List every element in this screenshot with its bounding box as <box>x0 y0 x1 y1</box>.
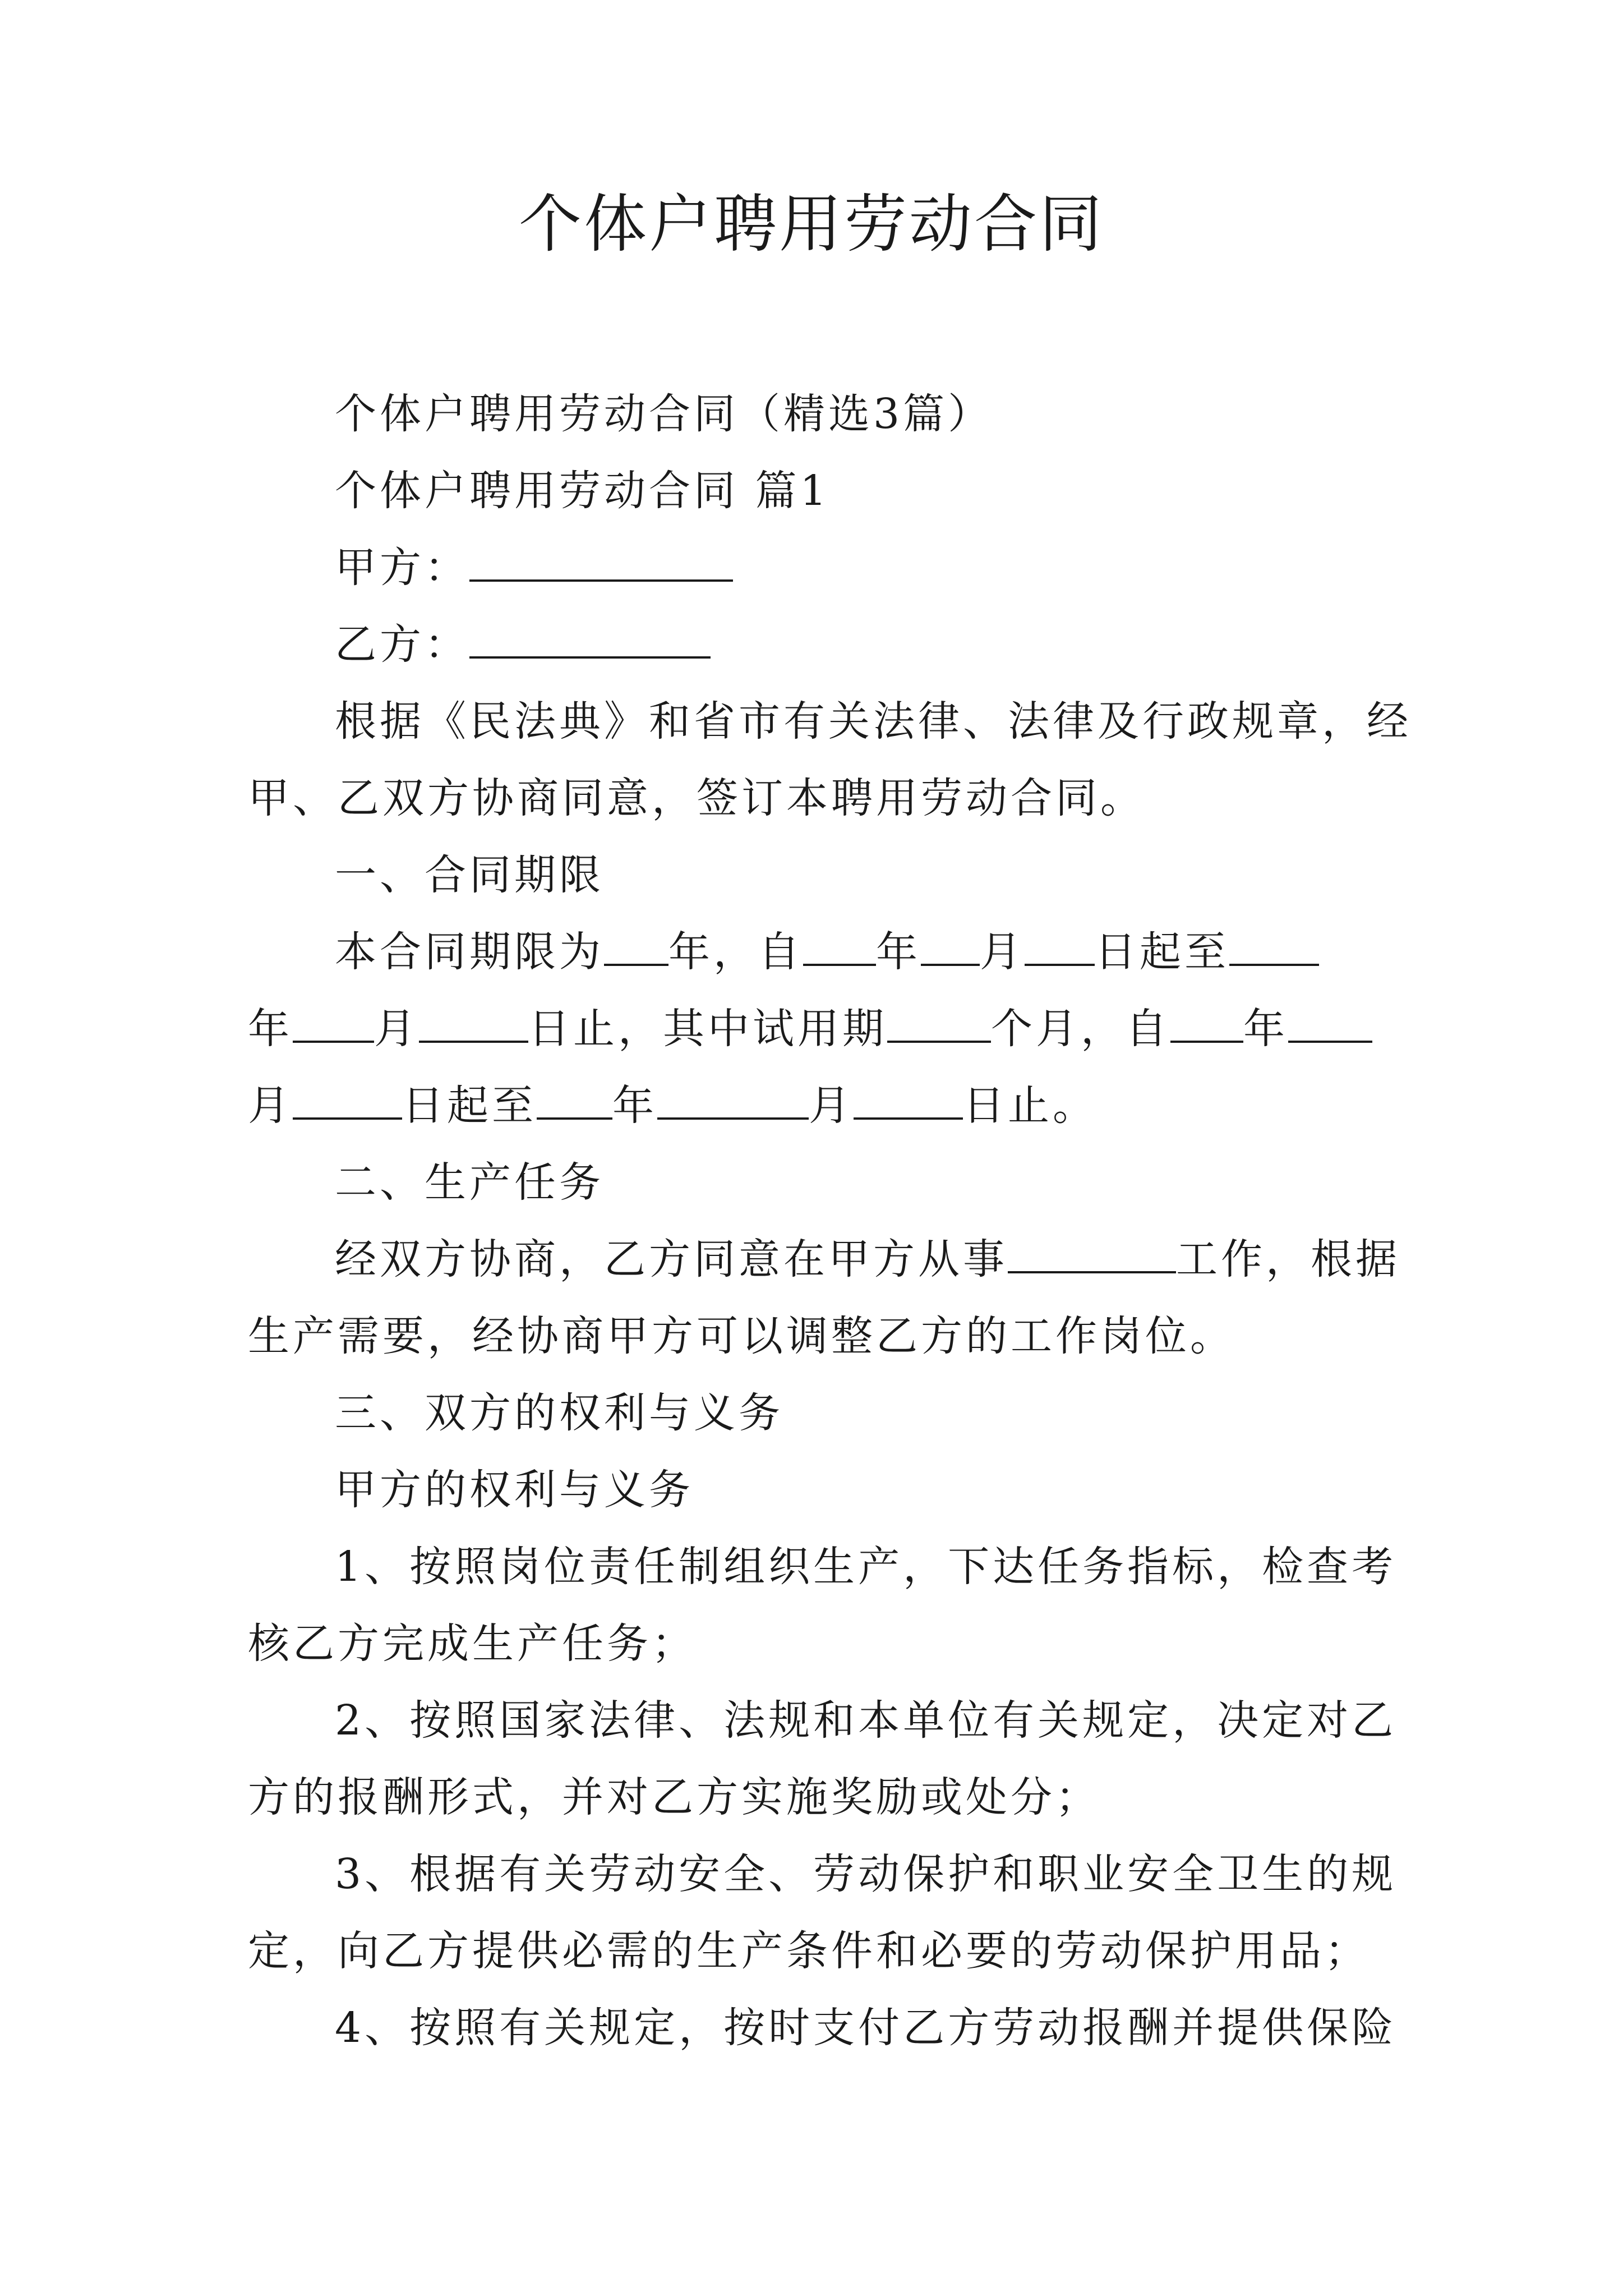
task-line-1 <box>248 1221 1400 1298</box>
term-line-1 <box>248 914 1381 991</box>
term-text: 日起至 <box>402 1082 537 1130</box>
term-text: 日止，其中试用期 <box>528 1005 887 1053</box>
term-blank[interactable] <box>293 1080 402 1120</box>
party-b-blank[interactable] <box>469 619 711 659</box>
term-line-2 <box>248 991 1381 1068</box>
document-body <box>248 376 1412 2067</box>
document-title: 个体户聘用劳动合同 <box>519 188 1104 261</box>
party-b-line <box>248 606 1381 683</box>
item-2-line-2: 方的报酬形式，并对乙方实施奖励或处分； <box>248 1773 1100 1821</box>
item-1-line-1: 1、按照岗位责任制组织生产，下达任务指标，检查考 <box>335 1543 1397 1591</box>
term-blank[interactable] <box>887 1003 991 1043</box>
term-text: 日止。 <box>963 1082 1098 1130</box>
party-a-blank[interactable] <box>469 542 733 582</box>
term-text: 月 <box>374 1005 419 1053</box>
term-blank[interactable] <box>1170 1003 1243 1043</box>
term-text: 年 <box>1243 1005 1288 1053</box>
task-blank[interactable] <box>1008 1234 1176 1273</box>
term-blank[interactable] <box>293 1003 374 1043</box>
item-3-line-1: 3、根据有关劳动安全、劳动保护和职业安全卫生的规 <box>335 1850 1397 1898</box>
task-text: 工作，根据 <box>1176 1235 1400 1283</box>
intro-line-2: 甲、乙双方协商同意，签订本聘用劳动合同。 <box>248 774 1145 822</box>
item-1-line-2: 核乙方完成生产任务； <box>248 1619 697 1668</box>
term-text: 月 <box>248 1082 293 1130</box>
heading-rights-obligations: 三、双方的权利与义务 <box>335 1389 783 1437</box>
term-blank[interactable] <box>604 926 668 966</box>
term-blank[interactable] <box>657 1080 809 1120</box>
item-4-line-1: 4、按照有关规定，按时支付乙方劳动报酬并提供保险 <box>335 2004 1397 2052</box>
subtitle: 个体户聘用劳动合同（精选3篇） <box>335 390 993 438</box>
term-text: 日起至 <box>1095 928 1229 976</box>
term-blank[interactable] <box>419 1003 528 1043</box>
term-blank[interactable] <box>1229 926 1319 966</box>
task-line-2: 生产需要，经协商甲方可以调整乙方的工作岗位。 <box>248 1312 1235 1360</box>
item-2-line-1: 2、按照国家法律、法规和本单位有关规定，决定对乙 <box>335 1696 1397 1745</box>
heading-contract-term: 一、合同期限 <box>335 851 604 899</box>
term-line-3 <box>248 1068 1381 1144</box>
term-text: 本合同期限为 <box>335 928 604 976</box>
item-3-line-2: 定，向乙方提供必需的生产条件和必要的劳动保护用品； <box>248 1927 1370 1975</box>
term-blank[interactable] <box>1025 926 1095 966</box>
term-text: 月 <box>980 928 1025 976</box>
heading-production-task: 二、生产任务 <box>335 1158 604 1207</box>
intro-line-1: 根据《民法典》和省市有关法律、法律及行政规章，经 <box>335 697 1412 746</box>
term-text: 月 <box>809 1082 854 1130</box>
term-text: 年 <box>248 1005 293 1053</box>
subheading-party-a: 甲方的权利与义务 <box>335 1466 694 1514</box>
section-heading: 个体户聘用劳动合同 篇1 <box>335 467 830 515</box>
term-text: 年，自 <box>668 928 803 976</box>
term-blank[interactable] <box>803 926 876 966</box>
party-b-label: 乙方： <box>335 620 469 669</box>
term-text: 个月，自 <box>991 1005 1170 1053</box>
party-a-line <box>248 530 1381 606</box>
term-text: 年 <box>612 1082 657 1130</box>
term-text: 年 <box>876 928 921 976</box>
term-blank[interactable] <box>537 1080 612 1120</box>
party-a-label: 甲方： <box>335 544 469 592</box>
term-blank[interactable] <box>1288 1003 1372 1043</box>
task-text: 经双方协商，乙方同意在甲方从事 <box>335 1235 1008 1283</box>
term-blank[interactable] <box>921 926 980 966</box>
term-blank[interactable] <box>854 1080 963 1120</box>
